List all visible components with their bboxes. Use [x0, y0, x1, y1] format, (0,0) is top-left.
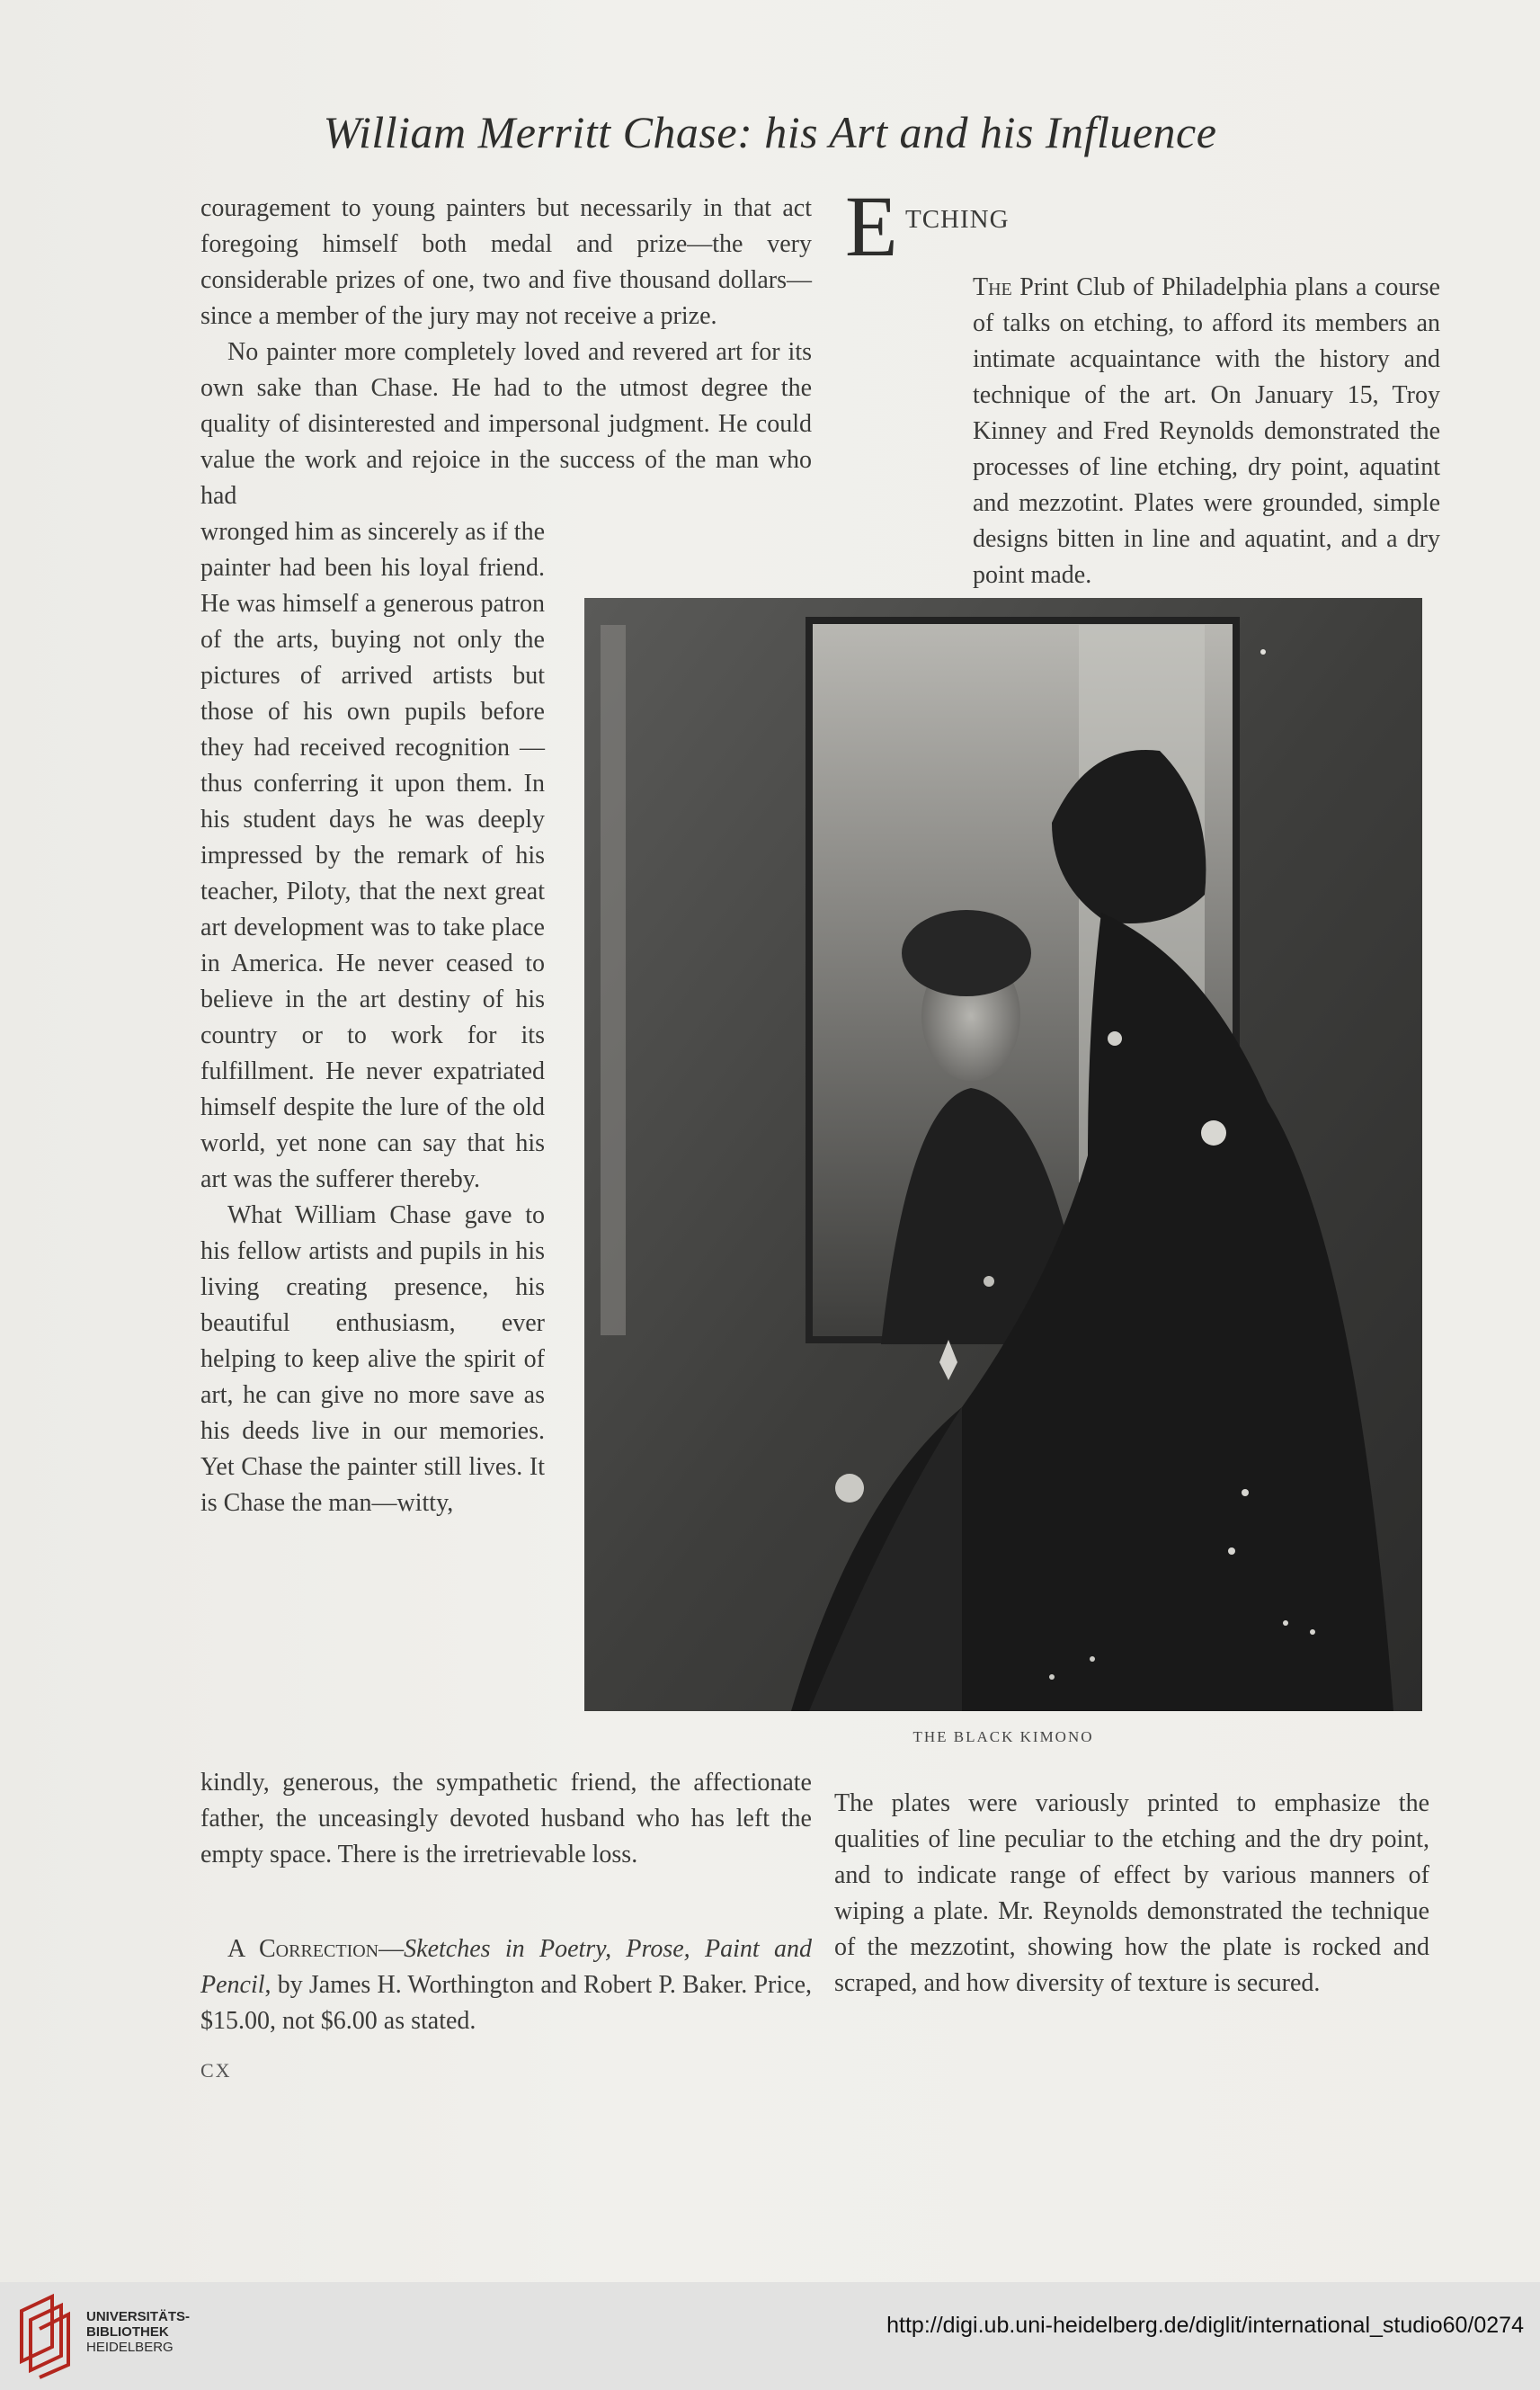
paragraph-3-wide: kindly, generous, the sympathetic friend, the affectionate father, the unceasingly devoted husband who has left the empty space. There is the irretrievable loss.	[200, 1769, 812, 1868]
correction-text: , by James H. Worthington and Robert P. Baker. Price, $15.00, not $6.00 as stated.	[200, 1971, 812, 2035]
etching-paragraph-1: The Print Club of Philadelphia plans a course of talks on etching, to afford its members an intimate acquaintance with the history and technique of the art. On January 15, Troy Kinney and Fred Reynolds demonstrated the processes of line etching, dry point, aquatint and mezzotint. Plates were grounded, simple designs bitten in line and aquatint, and a dry point made.	[973, 273, 1440, 589]
running-head: William Merritt Chase: his Art and his Influence	[323, 107, 1217, 157]
right-column-continued	[834, 1786, 1429, 2002]
paragraph-2-wrapped: wronged him as sincerely as if the painter had been his loyal friend. He was himself a generous patron of the arts, buying not only the pictures of arrived artists but those of his own pupils before they had received recognition — thus conferring it upon them. In his student days he was deeply impressed by the remark of his teacher, Piloty, that the next great art development was to take place in America. He never ceased to believe in the art destiny of his country or to work for its fulfillment. He never expatriated himself despite the lure of the old world, yet none can say that his art was the sufferer thereby.	[200, 518, 545, 1193]
paragraph-2: No painter more completely loved and revered art for its own sake than Chase. He had to the utmost degree the quality of disinterested and impersonal judgment. He could value the work and rejoice in the success of the man who had	[200, 338, 812, 510]
source-url-link[interactable]: http://digi.ub.uni-heidelberg.de/diglit/international_studio60/0274	[886, 2313, 1524, 2338]
left-column-continued	[200, 1765, 812, 1873]
drop-cap: E	[845, 178, 898, 274]
figure-caption: THE BLACK KIMONO	[912, 1728, 1094, 1745]
section-heading-text: TCHING	[905, 205, 1010, 234]
library-name: UNIVERSITÄTS- BIBLIOTHEK HEIDELBERG	[86, 2309, 191, 2355]
illustration-black-kimono	[584, 598, 1422, 1711]
correction-book-title: Sketches in Poetry, Prose, Paint and Pencil	[200, 1935, 813, 1999]
painting-image	[584, 598, 1422, 1711]
correction-note: A Correction—Sketches in Poetry, Prose, Paint and Pencil, by James H. Worthington and Robert P. Baker. Price, $15.00, not $6.00 as stated.	[200, 1935, 813, 2035]
etching-paragraph-2: The plates were variously printed to emphasize the qualities of line peculiar to the etching and the dry point, and to indicate range of effect by various manners of wiping a plate. Mr. Reynolds demonstrated the technique of the mezzotint, showing how the plate is rocked and scraped, and how diversity of texture is secured.	[834, 1789, 1429, 1997]
paragraph-3: What William Chase gave to his fellow artists and pupils in his living creating presence, his beautiful enthusiasm, ever helping to keep alive the spirit of art, he can give no more save as his deeds live in our memories. Yet Chase the painter still lives. It is Chase the man—witty,	[200, 1201, 545, 1517]
page-number: CX	[200, 2059, 232, 2082]
correction-label: A Correction	[227, 1935, 379, 1963]
university-library-logo-icon	[16, 2293, 72, 2379]
paragraph-1: couragement to young painters but necessarily in that act foregoing himself both medal and prize—the very considerable prizes of one, two and five thousand dollars—since a member of the jury may not receive a prize.	[200, 194, 812, 330]
right-column	[845, 270, 1440, 593]
